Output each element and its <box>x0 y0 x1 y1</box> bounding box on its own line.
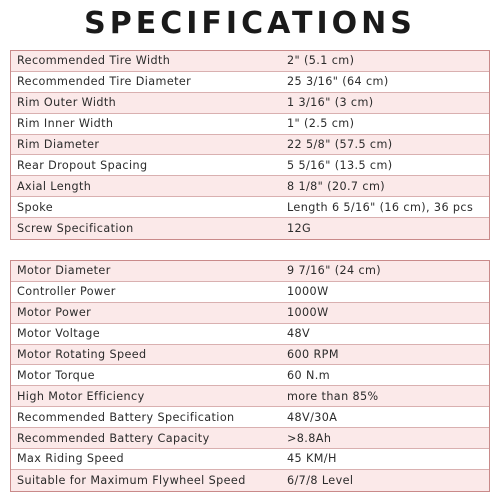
spec-value: 2" (5.1 cm) <box>287 54 355 68</box>
table-row <box>11 324 489 345</box>
table-row <box>11 303 489 324</box>
spec-value: Length 6 5/16" (16 cm), 36 pcs <box>287 200 474 214</box>
spec-value: 22 5/8" (57.5 cm) <box>287 138 393 151</box>
spec-value: 1" (2.5 cm) <box>287 117 355 131</box>
table-row <box>11 386 489 407</box>
spec-label: Suitable for Maximum Flywheel Speed <box>17 473 246 487</box>
spec-label: Recommended Tire Diameter <box>17 75 192 89</box>
spec-value: 600 RPM <box>287 348 339 361</box>
spec-value: 12G <box>287 222 312 236</box>
spec-label: Controller Power <box>17 285 116 299</box>
table-row <box>11 407 489 428</box>
spec-value: 60 N.m <box>287 368 331 382</box>
table-row <box>11 51 489 72</box>
spec-value: 6/7/8 Level <box>287 473 354 487</box>
spec-label: Motor Diameter <box>17 264 111 278</box>
spec-value: 45 KM/H <box>287 452 337 466</box>
spec-label: Motor Voltage <box>17 327 101 341</box>
spec-value: 48V <box>287 327 311 341</box>
spec-label: Recommended Battery Specification <box>17 410 235 424</box>
spec-label: High Motor Efficiency <box>17 389 145 403</box>
spec-value: 8 1/8" (20.7 cm) <box>287 179 386 193</box>
spec-value: 9 7/16" (24 cm) <box>287 264 382 278</box>
spec-label: Motor Power <box>17 306 92 320</box>
spec-value: 1000W <box>287 306 329 320</box>
spec-label: Rim Outer Width <box>17 96 117 110</box>
spec-label: Screw Specification <box>17 222 134 236</box>
spec-label: Rim Inner Width <box>17 117 114 131</box>
table-row <box>11 261 489 282</box>
table-row <box>11 93 489 114</box>
spec-label: Max Riding Speed <box>17 452 124 466</box>
wheel-spec-table <box>10 50 490 240</box>
spec-label: Spoke <box>17 200 54 214</box>
spec-value: 5 5/16" (13.5 cm) <box>287 158 393 172</box>
table-row <box>11 428 489 449</box>
spec-label: Recommended Battery Capacity <box>17 431 210 445</box>
spec-value: 25 3/16" (64 cm) <box>287 75 389 89</box>
spec-value: 48V/30A <box>287 410 338 424</box>
table-row <box>11 114 489 135</box>
page-title: SPECIFICATIONS <box>84 6 416 41</box>
spec-label: Recommended Tire Width <box>17 54 171 68</box>
table-row <box>11 218 489 239</box>
table-row <box>11 155 489 176</box>
table-row <box>11 135 489 156</box>
table-row <box>11 365 489 386</box>
table-row <box>11 449 489 470</box>
spec-label: Motor Rotating Speed <box>17 348 147 361</box>
spec-label: Rear Dropout Spacing <box>17 158 148 172</box>
table-row <box>11 282 489 303</box>
table-row <box>11 72 489 93</box>
table-row <box>11 176 489 197</box>
motor-spec-table <box>10 260 490 492</box>
table-row <box>11 197 489 218</box>
spec-label: Motor Torque <box>17 368 95 382</box>
spec-value: more than 85% <box>287 389 379 403</box>
spec-value: 1 3/16" (3 cm) <box>287 96 374 110</box>
spec-value: 1000W <box>287 285 329 299</box>
spec-value: >8.8Ah <box>287 431 332 445</box>
table-row <box>11 470 489 491</box>
table-row <box>11 345 489 366</box>
spec-label: Rim Diameter <box>17 138 100 151</box>
spec-label: Axial Length <box>17 179 92 193</box>
